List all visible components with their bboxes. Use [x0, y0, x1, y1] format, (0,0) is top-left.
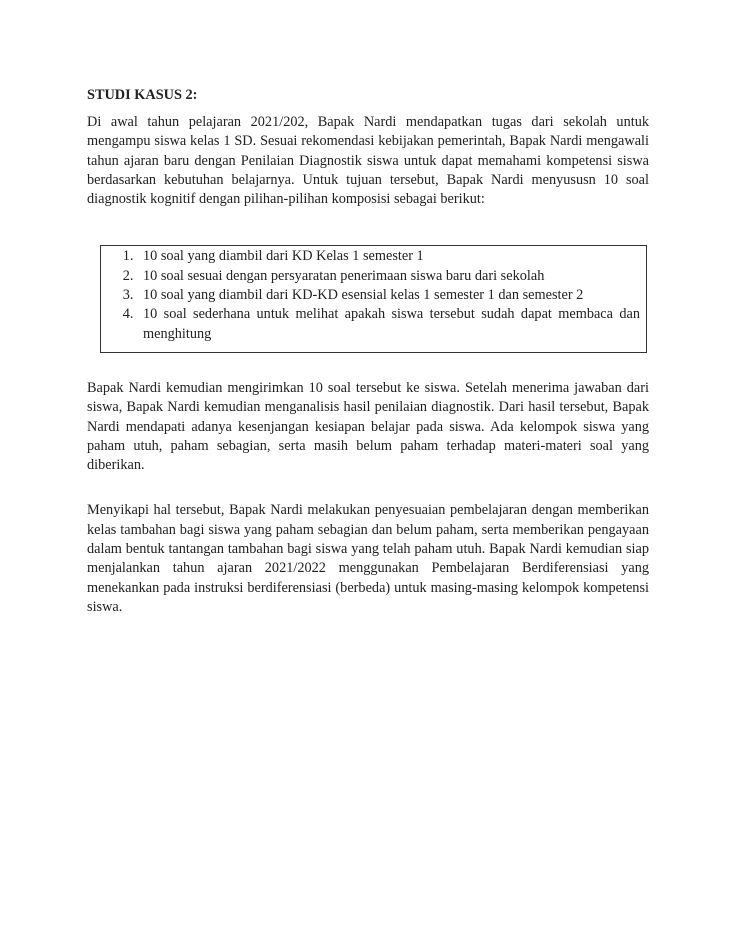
option-item: 2. 10 soal sesuai dengan persyaratan penerimaan siswa baru dari sekolah: [137, 267, 640, 286]
option-item: 4. 10 soal sederhana untuk melihat apakah siswa tersebut sudah dapat membaca dan menghitung: [137, 305, 640, 344]
option-item: 3. 10 soal yang diambil dari KD-KD esensial kelas 1 semester 1 dan semester 2: [137, 286, 640, 305]
options-box: [100, 245, 647, 352]
analysis-paragraph: Bapak Nardi kemudian mengirimkan 10 soal tersebut ke siswa. Setelah menerima jawaban dari siswa, Bapak Nardi kemudian menganalisis hasil penilaian diagnostik. Dari hasil tersebut, Bapak Nardi mendapati adanya kesenjangan kesiapan belajar pada siswa. Ada kelompok siswa yang paham utuh, paham sebagian, serta masih belum paham terhadap materi-materi soal yang diberikan.: [87, 379, 649, 474]
option-item: 1. 10 soal yang diambil dari KD Kelas 1 semester 1: [137, 247, 640, 266]
intro-paragraph: Di awal tahun pelajaran 2021/202, Bapak Nardi mendapatkan tugas dari sekolah untuk mengampu siswa kelas 1 SD. Sesuai rekomendasi kebijakan pemerintah, Bapak Nardi mengawali tahun ajaran baru dengan Penilaian Diagnostik siswa untuk dapat memahami kompetensi siswa berdasarkan kebutuhan belajarnya. Untuk tujuan tersebut, Bapak Nardi menyususn 10 soal diagnostik kognitif dengan pilihan-pilihan komposisi sebagai berikut:: [87, 114, 649, 208]
document-page: [87, 85, 649, 617]
response-paragraph: Menyikapi hal tersebut, Bapak Nardi melakukan penyesuaian pembelajaran dengan memberikan kelas tambahan bagi siswa yang paham sebagian dan belum paham, serta memberikan pengayaan dalam bentuk tantangan tambahan bagi siswa yang telah paham utuh. Bapak Nardi kemudian siap menjalankan tahun ajaran 2021/2022 menggunakan Pembelajaran Berdiferensiasi yang menekankan pada instruksi berdiferensiasi (berbeda) untuk masing-masing kelompok kompetensi siswa.: [87, 502, 649, 615]
options-list: [109, 247, 640, 343]
case-study-title: STUDI KASUS 2:: [87, 87, 198, 103]
